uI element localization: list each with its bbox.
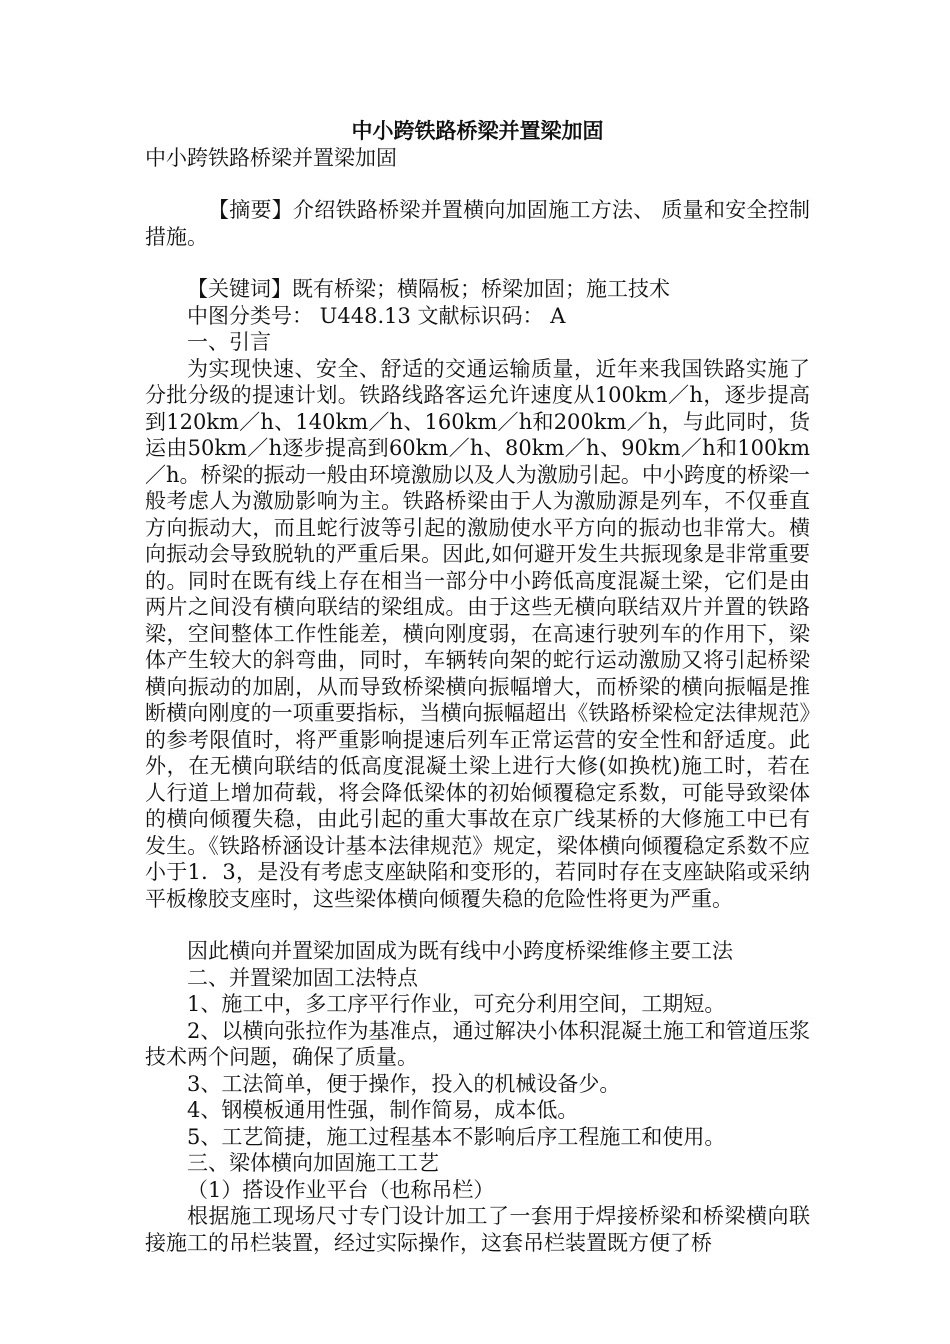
section-heading-process: 三、梁体横向加固施工工艺: [187, 1151, 439, 1175]
step-paragraph: 根据施工现场尺寸专门设计加工了一套用于焊接桥梁和桥梁横向联接施工的吊栏装置，经过实际操作，这套吊栏装置既方便了桥: [145, 1204, 810, 1255]
feature-item: 4、钢模板通用性强，制作简易，成本低。: [187, 1098, 579, 1122]
feature-item: 5、工艺简捷，施工过程基本不影响后序工程施工和使用。: [187, 1124, 726, 1149]
step-heading: （1）搭设作业平台（也称吊栏）: [187, 1177, 495, 1202]
document-subtitle: 中小跨铁路桥梁并置梁加固: [145, 145, 397, 170]
document-page: [145, 118, 810, 1256]
feature-item: 1、施工中，多工序平行作业，可充分利用空间，工期短。: [187, 992, 726, 1016]
intro-paragraph: 为实现快速、安全、舒适的交通运输质量，近年来我国铁路实施了分批分级的提速计划。铁路线路客运允许速度从100km／h，逐步提高到120km／h、140km／h、160km／h和200km／h，与此同时，货运由50km／h逐步提高到60km／h、80km／h、90km／h和100km／h。桥梁的振动一般由环境激励以及人为激励引起。中小跨度的桥梁一般考虑人为激励影响为主。铁路桥梁由于人为激励源是列车，不仅垂直方向振动大，而且蛇行波等引起的激励使水平方向的振动也非常大。横向振动会导致脱轨的严重后果。因此,如何避开发生共振现象是非常重要的。同时在既有线上存在相当一部分中小跨低高度混凝土梁，它们是由两片之间没有横向联结的梁组成。由于这些无横向联结双片并置的铁路梁，空间整体工作性能差，横向刚度弱，在高速行驶列车的作用下，梁体产生较大的斜弯曲，同时，车辆转向架的蛇行运动激励又将引起桥梁横向振动的加剧，从而导致桥梁横向振幅增大，而桥梁的横向振幅是推断横向刚度的一项重要指标，当横向振幅超出《铁路桥梁检定法律规范》的参考限值时，将严重影响提速后列车正常运营的安全性和舒适度。此外，在无横向联结的低高度混凝土梁上进行大修(如换枕)施工时，若在人行道上增加荷载，将会降低梁体的初始倾覆稳定系数，可能导致梁体的横向倾覆失稳，由此引起的重大事故在京广线某桥的大修施工中已有发生。《铁路桥涵设计基本法律规范》规定，梁体横向倾覆稳定系数不应小于1．3，是没有考虑支座缺陷和变形的，若同时存在支座缺陷或采纳平板橡胶支座时，这些梁体横向倾覆失稳的危险性将更为严重。: [145, 356, 810, 911]
conclusion-line: 因此横向并置梁加固成为既有线中小跨度桥梁维修主要工法: [187, 939, 733, 963]
spacer: [145, 912, 810, 938]
feature-item: 2、以横向张拉作为基准点，通过解决小体积混凝土施工和管道压浆技术两个问题，确保了质量。: [145, 1018, 810, 1069]
section-heading-features: 二、并置梁加固工法特点: [187, 965, 418, 990]
spacer: [145, 171, 810, 197]
feature-item: 3、工法简单，便于操作，投入的机械设备少。: [187, 1071, 621, 1096]
spacer: [145, 250, 810, 276]
document-title: 中小跨铁路桥梁并置梁加固: [351, 118, 604, 143]
section-heading-intro: 一、引言: [187, 330, 271, 354]
classification-line: 中图分类号： U448.13 文献标识码： A: [187, 303, 566, 328]
abstract-paragraph: 【摘要】介绍铁路桥梁并置横向加固施工方法、 质量和安全控制措施。: [145, 198, 810, 249]
keywords-line: 【关键词】既有桥梁；横隔板；桥梁加固；施工技术: [187, 277, 670, 301]
